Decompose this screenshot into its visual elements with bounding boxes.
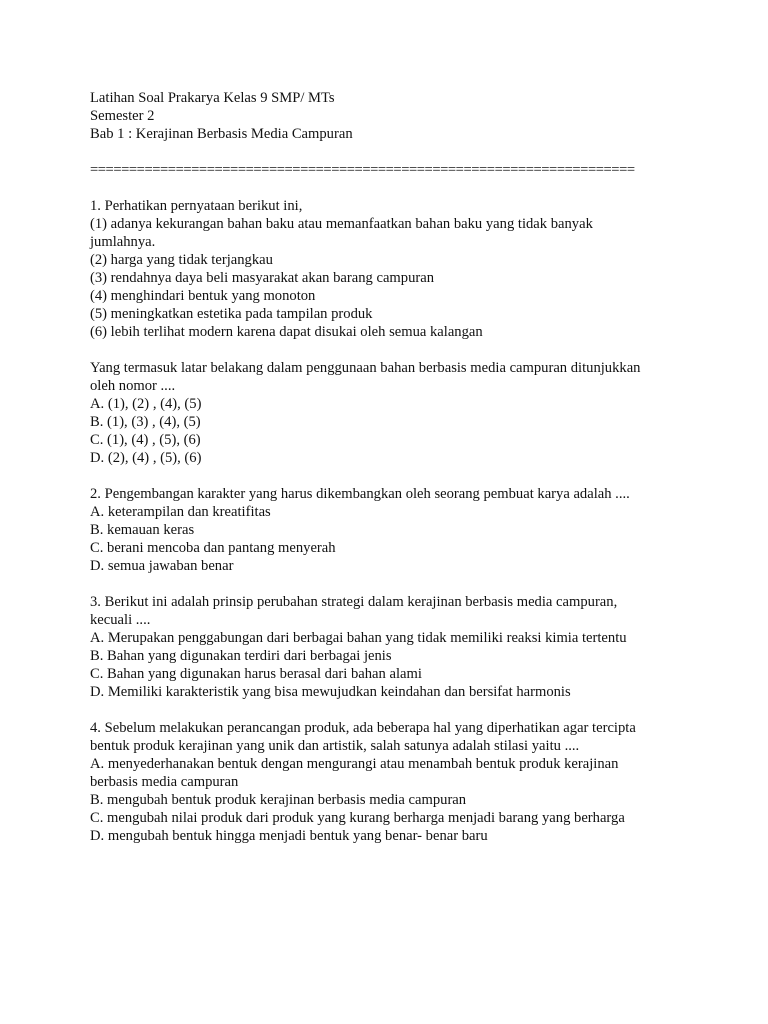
question-1	[90, 197, 730, 467]
question-1-statement: (4) menghindari bentuk yang monoton	[90, 288, 316, 304]
question-2-option-b: B. kemauan keras	[90, 522, 195, 538]
question-2-option-c: C. berani mencoba dan pantang menyerah	[90, 540, 336, 556]
question-4-option-a: berbasis media campuran	[90, 774, 239, 790]
question-4-stem: 4. Sebelum melakukan perancangan produk, ada beberapa hal yang diperhatikan agar tercipta	[90, 720, 636, 736]
question-3-option-a: A. Merupakan penggabungan dari berbagai bahan yang tidak memiliki reaksi kimia tertentu	[90, 630, 627, 646]
document-page	[90, 89, 730, 845]
question-1-option-b: B. (1), (3) , (4), (5)	[90, 414, 201, 430]
question-2-stem: 2. Pengembangan karakter yang harus dikembangkan oleh seorang pembuat karya adalah ....	[90, 486, 630, 502]
question-1-option-a: A. (1), (2) , (4), (5)	[90, 396, 202, 412]
question-3-option-c: C. Bahan yang digunakan harus berasal dari bahan alami	[90, 666, 422, 682]
question-4	[90, 719, 730, 845]
question-3-option-b: B. Bahan yang digunakan terdiri dari berbagai jenis	[90, 648, 392, 664]
question-1-option-d: D. (2), (4) , (5), (6)	[90, 450, 202, 466]
question-2	[90, 485, 730, 575]
question-1-option-c: C. (1), (4) , (5), (6)	[90, 432, 201, 448]
question-1-statement: (1) adanya kekurangan bahan baku atau memanfaatkan bahan baku yang tidak banyak	[90, 216, 593, 232]
question-1-statement: jumlahnya.	[90, 234, 156, 250]
question-4-option-b: B. mengubah bentuk produk kerajinan berbasis media campuran	[90, 792, 467, 808]
question-1-prompt: Yang termasuk latar belakang dalam penggunaan bahan berbasis media campuran ditunjukkan	[90, 360, 641, 376]
question-1-prompt: oleh nomor ....	[90, 378, 176, 394]
question-3	[90, 593, 730, 701]
question-2-option-a: A. keterampilan dan kreatifitas	[90, 504, 271, 520]
question-3-stem: kecuali ....	[90, 612, 151, 628]
question-4-option-a: A. menyederhanakan bentuk dengan mengurangi atau menambah bentuk produk kerajinan	[90, 756, 619, 772]
question-1-statement: (5) meningkatkan estetika pada tampilan produk	[90, 306, 373, 322]
chapter-label: Bab 1 : Kerajinan Berbasis Media Campuran	[90, 126, 353, 142]
question-1-statement: (6) lebih terlihat modern karena dapat disukai oleh semua kalangan	[90, 324, 483, 340]
question-1-stem: 1. Perhatikan pernyataan berikut ini,	[90, 198, 303, 214]
question-2-option-d: D. semua jawaban benar	[90, 558, 234, 574]
semester-label: Semester 2	[90, 108, 155, 124]
question-4-option-d: D. mengubah bentuk hingga menjadi bentuk yang benar- benar baru	[90, 828, 488, 844]
question-3-option-d: D. Memiliki karakteristik yang bisa mewujudkan keindahan dan bersifat harmonis	[90, 684, 571, 700]
question-4-option-c: C. mengubah nilai produk dari produk yang kurang berharga menjadi barang yang berharga	[90, 810, 625, 826]
question-1-statement: (3) rendahnya daya beli masyarakat akan barang campuran	[90, 270, 435, 286]
separator-line: ======================================================================	[90, 162, 635, 178]
document-title: Latihan Soal Prakarya Kelas 9 SMP/ MTs	[90, 90, 335, 106]
question-4-stem: bentuk produk kerajinan yang unik dan artistik, salah satunya adalah stilasi yaitu ....	[90, 738, 580, 754]
question-1-statement: (2) harga yang tidak terjangkau	[90, 252, 273, 268]
question-3-stem: 3. Berikut ini adalah prinsip perubahan strategi dalam kerajinan berbasis media campuran,	[90, 594, 618, 610]
